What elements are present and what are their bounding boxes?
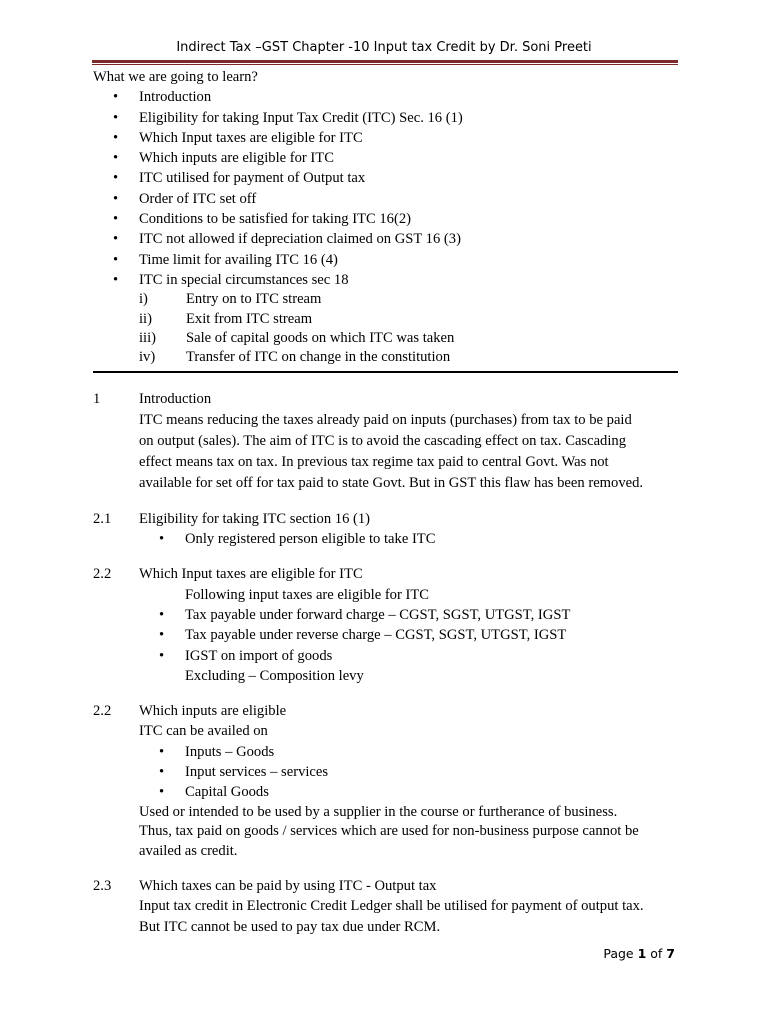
section-title: Which Input taxes are eligible for ITC [139, 566, 363, 583]
toc-subitem: ii) Exit from ITC stream [139, 310, 313, 327]
section-output-tax [93, 876, 693, 938]
section-title: Which inputs are eligible [139, 703, 287, 720]
toc-item: • Which inputs are eligible for ITC [93, 148, 693, 168]
bullet-icon: • [113, 170, 119, 187]
section-introduction [93, 389, 693, 493]
toc-subitem: iii) Sale of capital goods on which ITC was taken [139, 329, 455, 346]
bullet-icon: • [159, 647, 165, 664]
page-header: Indirect Tax –GST Chapter -10 Input tax Credit by Dr. Soni Preeti [176, 40, 592, 55]
bullet-icon: • [113, 251, 119, 268]
bullet-icon: • [113, 150, 119, 167]
section-input-taxes [93, 564, 693, 686]
paragraph-line: But ITC cannot be used to pay tax due under RCM. [139, 919, 441, 936]
bullet-icon: • [159, 764, 165, 781]
section-number: 1 [93, 391, 101, 408]
bullet-icon: • [113, 109, 119, 126]
toc-item: • Introduction [93, 87, 693, 107]
bullet-icon: • [113, 231, 119, 248]
section-number: 2.3 [93, 878, 112, 895]
list-item: • IGST on import of goods [139, 646, 693, 666]
section-eligibility [93, 509, 693, 550]
bullet-icon: • [113, 89, 119, 106]
toc-item: • Which Input taxes are eligible for ITC [93, 128, 693, 148]
paragraph-line: on output (sales). The aim of ITC is to avoid the cascading effect on tax. Cascading [139, 432, 627, 449]
section-outro: Excluding – Composition levy [185, 667, 364, 684]
bullet-icon: • [159, 627, 165, 644]
toc-item: • Time limit for availing ITC 16 (4) [93, 250, 693, 270]
toc-item: • Conditions to be satisfied for taking ITC 16(2) [93, 209, 693, 229]
paragraph-line: Input tax credit in Electronic Credit Ledger shall be utilised for payment of output tax. [139, 898, 644, 915]
section-intro: ITC can be availed on [139, 723, 268, 740]
toc-heading: What we are going to learn? [93, 69, 258, 85]
list-item: • Input services – services [139, 762, 693, 782]
paragraph-line: ITC means reducing the taxes already paid on inputs (purchases) from tax to be paid [139, 411, 632, 428]
toc-subitem: iv) Transfer of ITC on change in the constitution [139, 349, 451, 366]
toc-item: • ITC in special circumstances sec 18 [93, 270, 693, 290]
list-item: • Capital Goods [139, 782, 693, 802]
toc-subitem: i) Entry on to ITC stream [139, 291, 322, 308]
paragraph-line: availed as credit. [139, 842, 238, 859]
paragraph-line: Thus, tax paid on goods / services which are used for non-business purpose cannot be [139, 823, 639, 840]
document-body [93, 67, 693, 938]
section-title: Introduction [139, 391, 212, 408]
section-number: 2.1 [93, 510, 112, 527]
bullet-icon: • [113, 190, 119, 207]
list-item: • Tax payable under reverse charge – CGST, SGST, UTGST, IGST [139, 625, 693, 645]
bullet-icon: • [159, 784, 165, 801]
bullet-icon: • [159, 743, 165, 760]
paragraph-line: Used or intended to be used by a supplier in the course or furtherance of business. [139, 803, 618, 820]
toc-divider [93, 371, 678, 373]
toc-item: • ITC utilised for payment of Output tax [93, 168, 693, 188]
bullet-icon: • [113, 129, 119, 146]
bullet-icon: • [159, 531, 165, 548]
section-eligible-inputs [93, 701, 693, 861]
paragraph-line: available for set off for tax paid to state Govt. But in GST this flaw has been removed. [139, 474, 644, 491]
section-intro: Following input taxes are eligible for ITC [185, 586, 429, 603]
bullet-icon: • [159, 606, 165, 623]
list-item: • Inputs – Goods [139, 742, 693, 762]
bullet-icon: • [113, 211, 119, 228]
list-item: • Tax payable under forward charge – CGST, SGST, UTGST, IGST [139, 605, 693, 625]
list-item: • Only registered person eligible to take ITC [139, 529, 693, 549]
section-title: Eligibility for taking ITC section 16 (1) [139, 510, 371, 527]
toc-item: • ITC not allowed if depreciation claimed on GST 16 (3) [93, 229, 693, 249]
header-rule [92, 60, 678, 65]
toc-item: • Order of ITC set off [93, 189, 693, 209]
page-number: Page 1 of 7 [603, 946, 675, 961]
section-number: 2.2 [93, 703, 112, 720]
paragraph-line: effect means tax on tax. In previous tax regime tax paid to central Govt. Was not [139, 453, 609, 470]
toc-item: • Eligibility for taking Input Tax Credit (ITC) Sec. 16 (1) [93, 108, 693, 128]
bullet-icon: • [113, 271, 119, 288]
section-title: Which taxes can be paid by using ITC - Output tax [139, 878, 437, 895]
toc-list [93, 87, 693, 367]
section-number: 2.2 [93, 566, 112, 583]
